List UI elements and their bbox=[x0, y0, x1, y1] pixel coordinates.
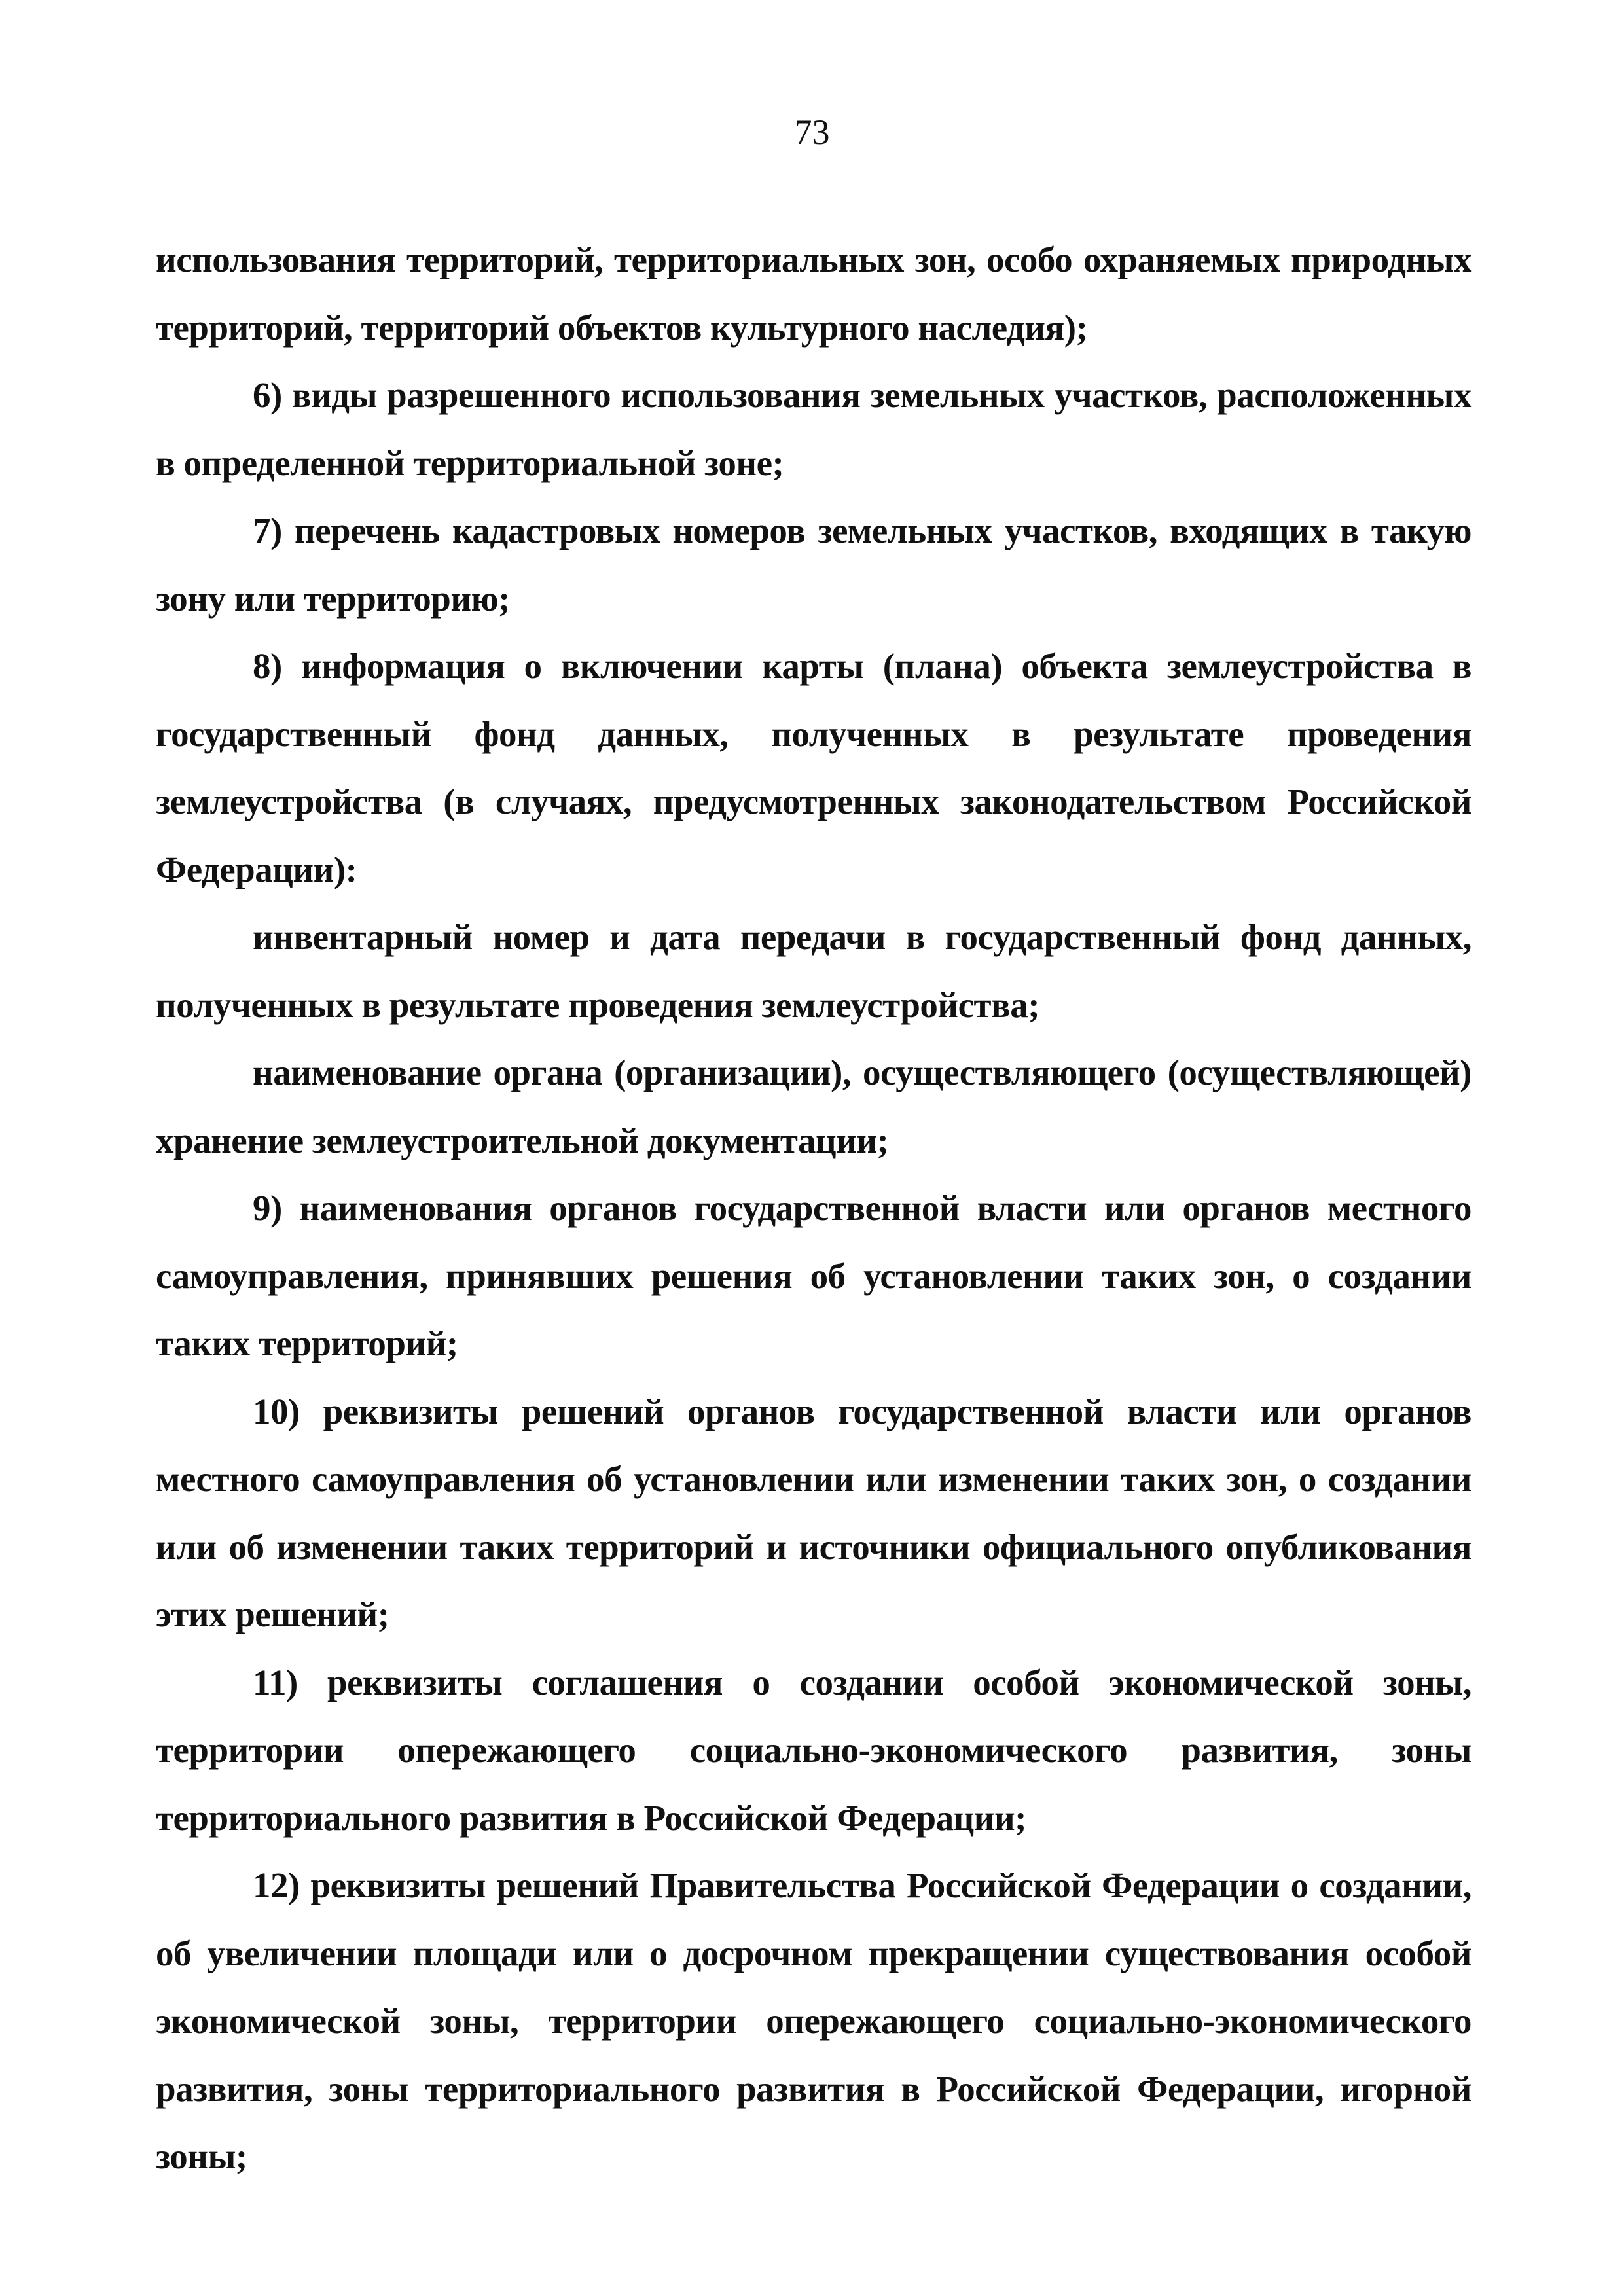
paragraph-item-6: 6) виды разрешенного использования земельных участков, расположенных в определенной территориальной зоне; bbox=[156, 375, 1471, 483]
paragraph-item-7: 7) перечень кадастровых номеров земельных участков, входящих в такую зону или территорию; bbox=[156, 511, 1471, 619]
paragraph-item-12: 12) реквизиты решений Правительства Российской Федерации о создании, об увеличении площади или о досрочном прекращении существования особой экономической зоны, территории опережающего социально-экономического развития, зоны территориального развития в Российской Федерации, игорной зоны; bbox=[156, 1865, 1471, 2176]
paragraph-item-11: 11) реквизиты соглашения о создании особой экономической зоны, территории опережающего социально-экономического развития, зоны территориального развития в Российской Федерации; bbox=[156, 1662, 1471, 1838]
paragraph-item-10: 10) реквизиты решений органов государственной власти или органов местного самоуправления об установлении или изменении таких зон, о создании или об изменении таких территорий и источники официального опубликования этих решений; bbox=[156, 1391, 1471, 1634]
paragraph-item-8: 8) информация о включении карты (плана) объекта землеустройства в государственный фонд данных, полученных в результате проведения землеустройства (в случаях, предусмотренных законодательством Российской Федерации): bbox=[156, 646, 1471, 889]
page-number: 73 bbox=[794, 113, 830, 152]
paragraph-item-9: 9) наименования органов государственной власти или органов местного самоуправления, принявших решения об установлении таких зон, о создании таких территорий; bbox=[156, 1188, 1471, 1363]
paragraph-item-8-organization: наименование органа (организации), осуществляющего (осуществляющей) хранение землеустроительной документации; bbox=[156, 1052, 1471, 1160]
paragraph-item-8-inventory: инвентарный номер и дата передачи в государственный фонд данных, полученных в результате проведения землеустройства; bbox=[156, 917, 1471, 1025]
paragraph-continuation: использования территорий, территориальных зон, особо охраняемых природных территорий, территорий объектов культурного наследия); bbox=[156, 240, 1471, 348]
document-body bbox=[156, 226, 1471, 2191]
